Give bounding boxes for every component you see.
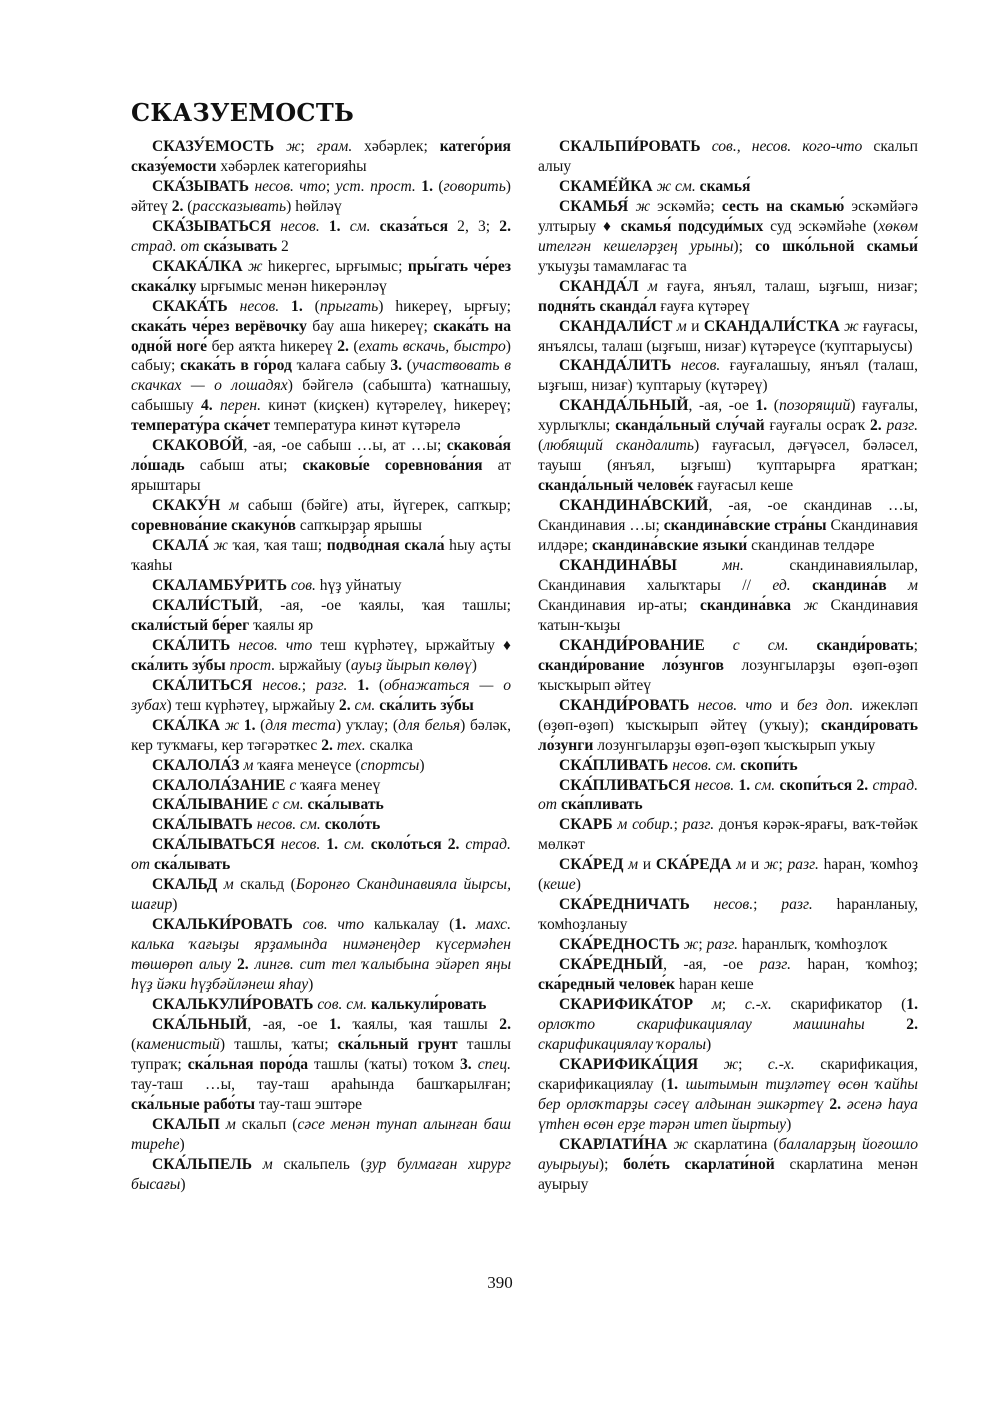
running-head: СКАЗУЕМОСТЬ [131,98,355,127]
dictionary-entry: СКАНДИ́РОВАНИЕ с см. сканди́ровать; сканди́рование ло́зунгов лозунгыларҙы өҙөп-өҙөп ҡысҡырып әйтеү [538,636,919,694]
dictionary-entry: СКА́РЕДНОСТЬ ж; разг. һаранлыҡ, ҡомһоҙлоҡ [559,936,888,954]
dictionary-entry: СКА́РЕД м и СКА́РЕДА м и ж; разг. һаран, ҡомһоҙ (кеше) [538,856,919,894]
dictionary-entry: СКАЛЬП м скальп (сәсе менән тунап алынған баш тиреһе) [131,1115,511,1153]
page-number: 390 [487,1273,513,1292]
dictionary-entry: СКАНДА́ЛЬНЫЙ, -ая, -ое 1. (позорящий) ғауғалы, хурлыҡлы; сканда́льный слу́чай ғауғалы осраҡ 2. разг. (любящий скандалить) ғауғасыл, дәғүәсел, бәләсел, тауыш (янъял, ыҙғыш) ҡуптарырға яратҡан; сканда́льный челове́к ғауғасыл кеше [538,397,919,495]
dictionary-entry: СКАРИФИКА́ЦИЯ ж; с.-х. скарификация, скарификациялау (1. шытымын тиҙләтеү өсөн ҡайһы бер орлоҡтарҙы сәсеү алдынан эшкәртеү 2. әсенә һауа үтһен өсөн ерҙе тәрән итеп йыртыу) [538,1055,918,1133]
right-column [538,137,918,1195]
dictionary-entry: СКАЛЬКУЛИ́РОВАТЬ сов. см. калькули́ровать [152,995,487,1013]
dictionary-entry: СКАРЛАТИ́НА ж скарлатина (балаларҙың йоғошло ауырыуы); боле́ть скарлати́ной скарлатина менән ауырыу [538,1135,918,1193]
dictionary-entry: СКАЗУ́ЕМОСТЬ ж; грам. хәбәрлек; катего́рия сказу́емости хәбәрлек категорияһы [131,138,511,175]
dictionary-entry: СКА́ЛЫВАНИЕ с см. ска́лывать [152,796,384,814]
dictionary-entry: СКА́ЛЫВАТЬСЯ несов. 1. см. сколо́ться 2. страд. от ска́лывать [131,836,511,874]
dictionary-entry: СКАЛЬД м скальд (Боронғо Скандинавияла йырсы, шағир) [131,876,511,914]
dictionary-entry: СКАЛЬКИ́РОВАТЬ сов. что калькалау (1. махс. калька ҡағыҙы ярҙамында нимәнеңдер күсермәһен төшөрөп алыу 2. лингв. сит тел ҡалыбына эйәреп яңы һүҙ йәки һүҙбәйләнеш яһау) [131,916,512,994]
dictionary-entry: СКАКОВО́Й, -ая, -ое сабыш …ы, ат …ы; скакова́я ло́шадь сабыш аты; скаковы́е соревнова́ния ат ярыштары [131,437,512,495]
dictionary-entry: СКАНДИНА́ВСКИЙ, -ая, -ое скандинав …ы, Скандинавия …ы; скандина́вские стра́ны Скандинавия илдәре; скандина́вские языки́ скандинав телдәре [538,497,918,555]
dictionary-entry: СКАЛОЛА́ЗАНИЕ с ҡаяға менеү [152,776,381,794]
dictionary-entry: СКАРИФИКА́ТОР м; с.-х. скарификатор (1. орлоҡто скарификациялау машинаһы 2. скарификациялау ҡоралы) [538,995,918,1053]
dictionary-entry: СКАКА́ЛКА ж һикергес, ырғымыс; пры́гать че́рез скака́лку ырғымыс менән һикерәнләү [131,257,512,295]
dictionary-entry: СКА́ЛИТЬ несов. что теш күрһәтеү, ыржайтыу ♦ ска́лить зу́бы прост. ыржайыу (ауыҙ йырып көлөү) [131,636,511,674]
dictionary-entry: СКАЛА́ ж ҡая, ҡая таш; подво́дная скала́ һыу аҫты ҡаяһы [131,537,511,575]
dictionary-entry: СКА́ПЛИВАТЬСЯ несов. 1. см. скопи́ться 2. страд. от ска́пливать [538,776,919,814]
dictionary-entry: СКАЛАМБУ́РИТЬ сов. һүҙ уйнатыу [152,576,402,594]
dictionary-entry: СКА́ЛИТЬСЯ несов.; разг. 1. (обнажаться — о зубах) теш күрһәтеү, ыржайыу 2. см. ска́лить зу́бы [131,676,511,714]
dictionary-entry: СКАНДА́Л м ғауға, янъял, талаш, ыҙғыш, низағ; подня́ть сканда́л ғауға күтәреү [538,277,918,315]
dictionary-entry: СКА́ЛКА ж 1. (для теста) уҡлау; (для белья) бәләк, кер туҡмағы, кер тәгәрәткес 2. тех. скалка [131,716,511,754]
dictionary-entry: СКА́РЕДНИЧАТЬ несов.; разг. һаранланыу, ҡомһоҙланыу [538,896,919,934]
dictionary-entry: СКАНДИ́РОВАТЬ несов. что и без доп. ижекләп (өҙөп-өҙөп) ҡысҡырып әйтеү (уҡыу); сканди́ровать ло́зунги лозунгыларҙы өҙөп-өҙөп ҡысҡырып уҡыу [538,696,918,754]
dictionary-entry: СКАКА́ТЬ несов. 1. (прыгать) һикереү, ырғыу; скака́ть че́рез верёвочку бау аша һикереү; скака́ть на одно́й ноге́ бер аяҡта һикереү 2. (ехать вскачь, быстро) сабыу; скака́ть в го́род ҡалаға сабыу 3. (участвовать в скачках — о лошадях) бәйгелә (сабышта) ҡатнашыу, сабышыу 4. перен. кинәт (киҫкен) күтәрелеү, һикереү; температу́ра ска́чет температура кинәт күтәрелә [131,297,512,435]
dictionary-entry: СКАЛИ́СТЫЙ, -ая, -ое ҡаялы, ҡая ташлы; скали́стый бе́рег ҡаялы яр [131,596,511,634]
dictionary-entry: СКАМЬЯ́ ж эскәмйә; сесть на скамью́ эскәмйәгә ултырыу ♦ скамья́ подсуди́мых суд эскәмйәһе (хөкөм ителгән кешеләрҙең урыны); со шко́льной скамьи́ уҡыуҙы тамамлағас та [538,197,918,275]
dictionary-entry: СКА́ЗЫВАТЬСЯ несов. 1. см. сказа́ться 2, 3; 2. страд. от ска́зывать 2 [131,217,511,255]
dictionary-entry: СКАНДА́ЛИТЬ несов. ғауғалашыу, янъял (талаш, ыҙғыш, низағ) ҡуптарыу (күтәреү) [538,357,918,395]
dictionary-entry: СКАРБ м собир.; разг. донъя кәрәк-ярағы, ваҡ-төйәк мөлкәт [538,816,918,854]
dictionary-entry: СКА́ЛЬНЫЙ, -ая, -ое 1. ҡаялы, ҡая ташлы 2. (каменистый) ташлы, ҡаты; ска́льный грунт ташлы тупраҡ; ска́льная поро́да ташлы (ҡаты) тоҡом 3. спец. тау-таш …ы, тау-таш араһында башҡарылған; ска́льные рабо́ты тау-таш эштәре [131,1015,512,1113]
dictionary-entry: СКАКУ́Н м сабыш (бәйге) аты, йүгерек, сапҡыр; соревнова́ние скакуно́в сапҡырҙар ярышы [131,497,512,535]
dictionary-entry: СКАНДИНА́ВЫ мн. скандинавиялылар, Скандинавия халыҡтары // ед. скандина́в м Скандинавия ир-аты; скандина́вка ж Скандинавия ҡатын-ҡыҙы [538,557,918,634]
dictionary-entry: СКАМЕ́ЙКА ж см. скамья́ [559,177,751,195]
left-column [131,137,511,1195]
dictionary-entry: СКАЛОЛА́З м ҡаяға менеүсе (спортсы) [152,756,425,774]
dictionary-entry: СКА́РЕДНЫЙ, -ая, -ое разг. һаран, ҡомһоҙ; ска́редный челове́к һаран кеше [538,956,918,994]
dictionary-entry: СКАЛЬПИ́РОВАТЬ сов., несов. кого-что скальп алыу [538,138,918,175]
dictionary-entry: СКА́ПЛИВАТЬ несов. см. скопи́ть [559,756,798,774]
dictionary-entry: СКА́ЛЫВАТЬ несов. см. сколо́ть [152,816,381,834]
dictionary-entry: СКА́ЗЫВАТЬ несов. что; уст. прост. 1. (говорить) әйтеү 2. (рассказывать) һөйләү [131,177,511,215]
dictionary-entry: СКА́ЛЬПЕЛЬ м скальпель (ҙур булмаған хирург бысағы) [131,1155,511,1193]
dictionary-entry: СКАНДАЛИ́СТ м и СКАНДАЛИ́СТКА ж ғауғасы, янъялсы, талаш (ыҙғыш, низағ) күтәреүсе (ҡуптарыусы) [538,317,918,355]
